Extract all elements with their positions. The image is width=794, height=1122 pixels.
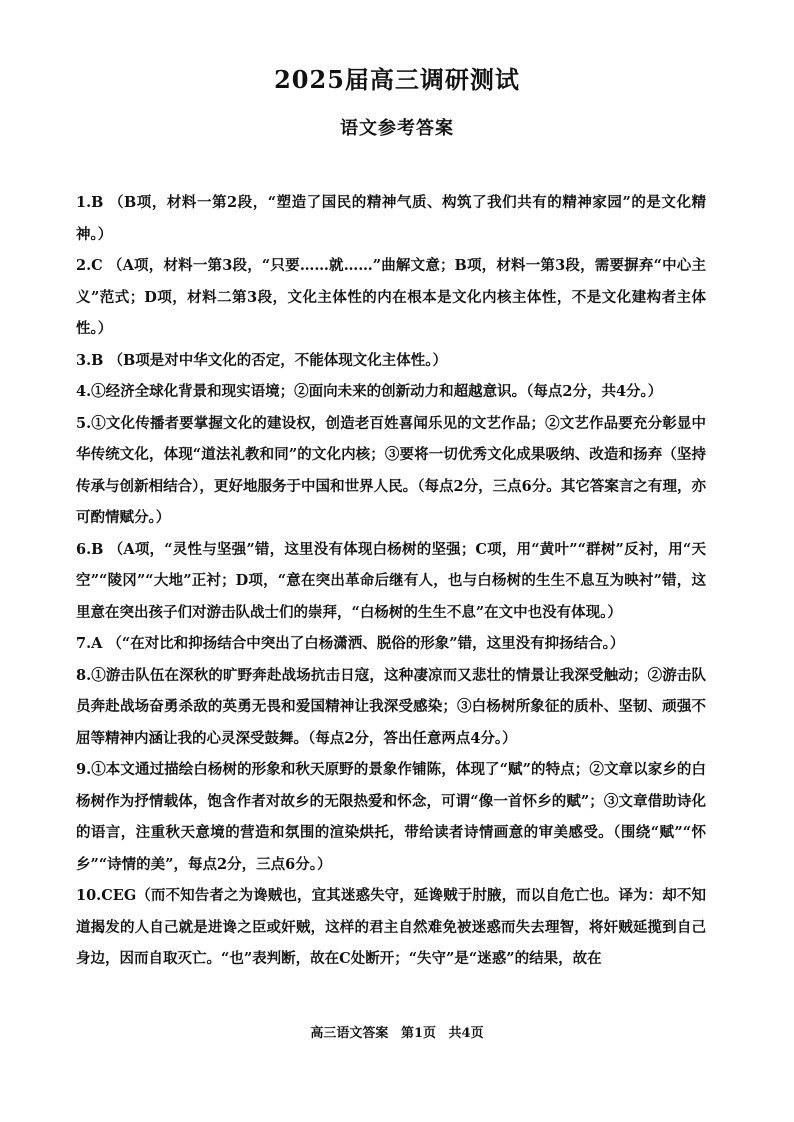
page-title: 2025届高三调研测试 [274,65,520,94]
answer-item-10: 10.CEG（而不知告者之为谗贼也，宜其迷惑失守，延谗贼于肘腋，而以自危亡也。译为：却不知道揭发的人自己就是进谗之臣或奸贼，这样的君主自然难免被迷惑而失去理智，将奸贼延揽到自己身边，因而自取灭亡。“也”表判断，故在C处断开；“失守”是“迷惑”的结果，故在 [76,887,706,967]
footer-label: 高三语文答案 [310,1026,389,1041]
page-subtitle: 语文参考答案 [340,118,454,139]
answer-item-5: 5.①文化传播者要掌握文化的建设权，创造老百姓喜闻乐见的文艺作品；②文艺作品要充分彰显中华传统文化，体现“道法礼教和同”的文化内核；③要将一切优秀文化成果吸纳、改造和扬弃（坚持传承与创新相结合），更好地服务于中国和世界人民。（每点2分，三点6分。其它答案言之有理，亦可酌情赋分。） [76,414,706,526]
answer-item-3: 3.B （B项是对中华文化的否定，不能体现文化主体性。） [76,351,447,369]
answer-list [76,187,706,975]
answer-item-8: 8.①游击队伍在深秋的旷野奔赴战场抗击日寇，这种凄凉而又悲壮的情景让我深受触动；②游击队员奔赴战场奋勇杀敌的英勇无畏和爱国精神让我深受感染；③白杨树所象征的质朴、坚韧、顽强不屈等精神内涵让我的心灵深受鼓舞。（每点2分，答出任意两点4分。） [76,666,706,747]
answer-item-7: 7.A （“在对比和抑扬结合中突出了白杨潇洒、脱俗的形象”错，这里没有抑扬结合。） [76,635,625,652]
page-footer [0,1022,794,1041]
answer-item-1: 1.B （B项，材料一第2段，“塑造了国民的精神气质、构筑了我们共有的精神家园”的是文化精神。） [76,194,706,243]
answer-item-2: 2.C （A项，材料一第3段，“只要……就……”曲解文意；B项，材料一第3段，需要摒弃“中心主义”范式；D项，材料二第3段，文化主体性的内在根本是文化内核主体性，不是文化建构者主体性。） [76,257,706,337]
footer-page-number: 第1页 [400,1026,436,1041]
answer-item-6: 6.B （A项，“灵性与坚强”错，这里没有体现白杨树的坚强；C项，用“黄叶”“群树”反衬，用“天空”“陵冈”“大地”正衬；D项，“意在突出革命后继有人，也与白杨树的生生不息互为映衬”错，这里意在突出孩子们对游击队战士们的崇拜，“白杨树的生生不息”在文中也没有体现。） [76,540,706,621]
answer-item-4: 4.①经济全球化背景和现实语境；②面向未来的创新动力和超越意识。（每点2分，共4分。） [76,383,663,400]
footer-page-total: 共4页 [448,1026,484,1041]
answer-item-9: 9.①本文通过描绘白杨树的形象和秋天原野的景象作铺陈，体现了“赋”的特点；②文章以家乡的白杨树作为抒情载体，饱含作者对故乡的无限热爱和怀念，可谓“像一首怀乡的赋”；③文章借助诗化的语言，注重秋天意境的营造和氛围的渲染烘托，带给读者诗情画意的审美感受。（围绕“赋”“怀乡”“诗情的美”，每点2分，三点6分。） [76,761,706,873]
